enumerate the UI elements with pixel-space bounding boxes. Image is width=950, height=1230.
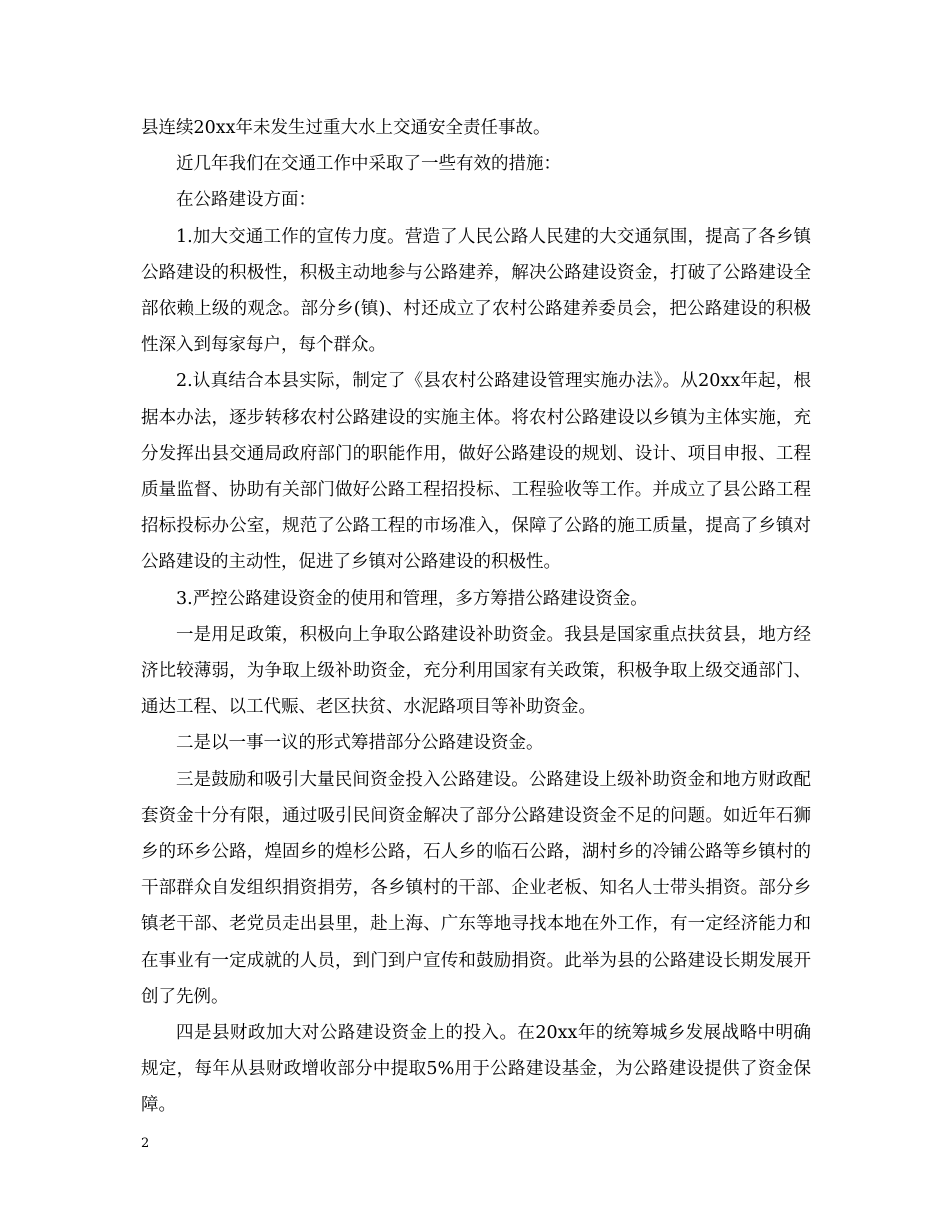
paragraph-intro: 近几年我们在交通工作中采取了一些有效的措施： [176,154,561,175]
paragraph-item-1: 1.加大交通工作的宣传力度。营造了人民公路人民建的大交通氛围，提高了各乡镇公路建设的积极性，积极主动地参与公路建养，解决公路建设资金，打破了公路建设全部依赖上级的观念。部分乡(镇)、村还成立了农村公路建养委员会，把公路建设的积极性深入到每家每户，每个群众。 [141,226,811,356]
paragraph-continuation: 县连续20xx年未发生过重大水上交通安全责任事故。 [141,118,551,138]
paragraph-section-heading: 在公路建设方面： [176,190,316,211]
page-number: 2 [141,1136,150,1151]
paragraph-item-3: 3.严控公路建设资金的使用和管理，多方筹措公路建设资金。 [176,588,648,609]
body-text [141,110,811,1124]
paragraph-measure-2: 二是以一事一议的形式筹措部分公路建设资金。 [176,733,544,754]
paragraph-measure-3: 三是鼓励和吸引大量民间资金投入公路建设。公路建设上级补助资金和地方财政配套资金十分有限，通过吸引民间资金解决了部分公路建设资金不足的问题。如近年石狮乡的环乡公路，煌固乡的煌杉公路，石人乡的临石公路，湖村乡的冷铺公路等乡镇村的干部群众自发组织捐资捐劳，各乡镇村的干部、企业老板、知名人士带头捐资。部分乡镇老干部、老党员走出县里，赴上海、广东等地寻找本地在外工作，有一定经济能力和在事业有一定成就的人员，到门到户宣传和鼓励捐资。此举为县的公路建设长期发展开创了先例。 [141,769,811,1007]
paragraph-measure-4: 四是县财政加大对公路建设资金上的投入。在20xx年的统筹城乡发展战略中明确规定，每年从县财政增收部分中提取5%用于公路建设基金，为公路建设提供了资金保障。 [141,1023,811,1116]
paragraph-item-2: 2.认真结合本县实际，制定了《县农村公路建设管理实施办法》。从20xx年起，根据本办法，逐步转移农村公路建设的实施主体。将农村公路建设以乡镇为主体实施，充分发挥出县交通局政府部门的职能作用，做好公路建设的规划、设计、项目申报、工程质量监督、协助有关部门做好公路工程招投标、工程验收等工作。并成立了县公路工程招标投标办公室，规范了公路工程的市场准入，保障了公路的施工质量，提高了乡镇对公路建设的主动性，促进了乡镇对公路建设的积极性。 [141,371,811,573]
paragraph-measure-1: 一是用足政策，积极向上争取公路建设补助资金。我县是国家重点扶贫县，地方经济比较薄弱，为争取上级补助资金，充分利用国家有关政策，积极争取上级交通部门、通达工程、以工代赈、老区扶贫、水泥路项目等补助资金。 [141,624,811,718]
